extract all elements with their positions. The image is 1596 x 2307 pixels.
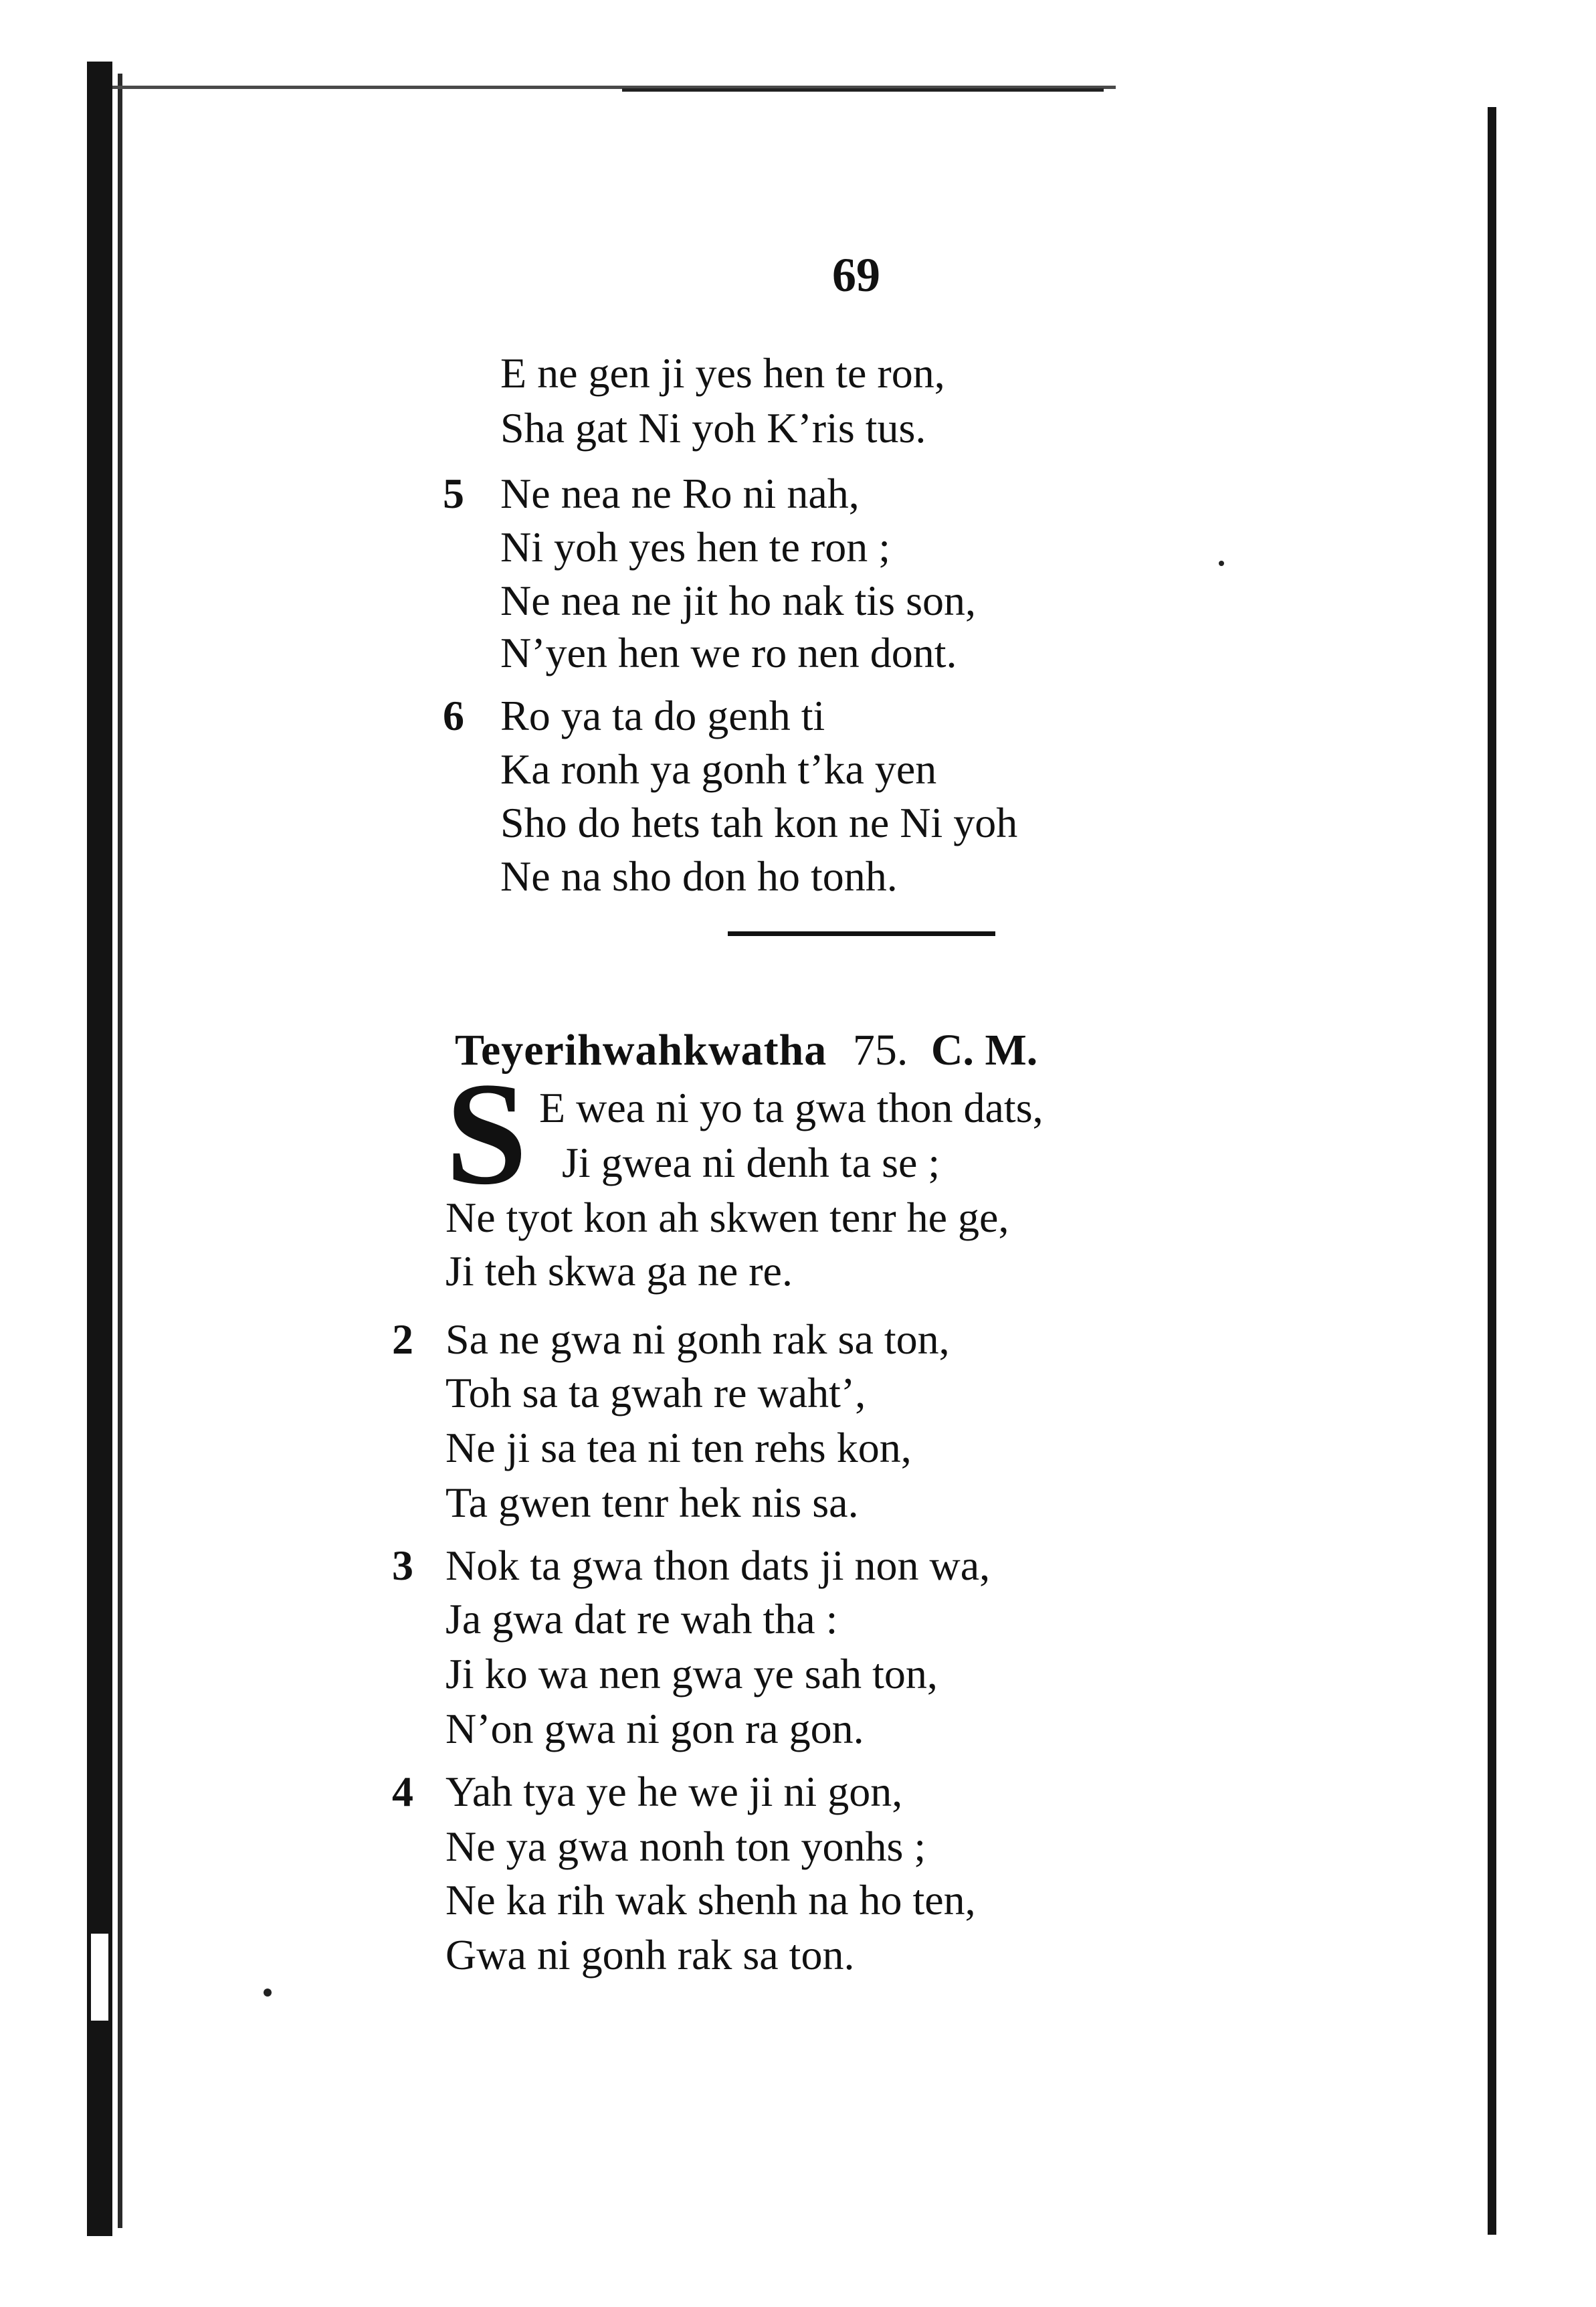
scan-border-gap	[91, 1934, 108, 2021]
verse-line: Ja gwa dat re wah tha :	[445, 1595, 838, 1643]
verse-line: Ne ji sa tea ni ten rehs kon,	[445, 1424, 912, 1471]
verse-line: Toh sa ta gwah re waht’,	[445, 1369, 866, 1416]
verse-line: Sho do hets tah kon ne Ni yoh	[500, 799, 1018, 846]
verse-number: 4	[392, 1768, 413, 1815]
scan-border-top-thick	[622, 88, 1104, 92]
drop-cap: S	[445, 1052, 528, 1215]
ink-speck	[1219, 561, 1224, 566]
verse-line: N’yen hen we ro nen dont.	[500, 629, 957, 676]
verse-line: Ji gwea ni denh ta se ;	[562, 1139, 940, 1186]
verse-number: 5	[443, 470, 464, 517]
hymn-title: Teyerihwahkwatha	[455, 1026, 827, 1075]
verse-line: E wea ni yo ta gwa thon dats,	[539, 1084, 1043, 1131]
verse-line: Ne nea ne Ro ni nah,	[500, 470, 860, 517]
verse-line: Ne ya gwa nonh ton yonhs ;	[445, 1823, 926, 1870]
verse-line: Ji teh skwa ga ne re.	[445, 1247, 793, 1295]
verse-line: Ne na sho don ho tonh.	[500, 852, 898, 900]
verse-line: Ka ronh ya gonh t’ka yen	[500, 745, 937, 793]
verse-line: Ne tyot kon ah skwen tenr he ge,	[445, 1194, 1009, 1241]
page-number: 69	[832, 248, 880, 302]
hymn-metre: C. M.	[930, 1026, 1038, 1075]
verse-line: Sa ne gwa ni gonh rak sa ton,	[445, 1315, 950, 1363]
hymn-heading	[455, 1024, 1037, 1077]
verse-line: Ro ya ta do genh ti	[500, 692, 825, 739]
verse-line: E ne gen ji yes hen te ron,	[500, 349, 945, 397]
scan-border-left-inner	[118, 74, 122, 2228]
verse-line: Ne nea ne jit ho nak tis son,	[500, 577, 976, 624]
scan-border-right	[1488, 107, 1496, 2235]
ink-speck	[264, 1989, 272, 1997]
verse-line: Ne ka rih wak shenh na ho ten,	[445, 1876, 976, 1924]
verse-line: Ta gwen tenr hek nis sa.	[445, 1479, 859, 1526]
verse-line: Ni yoh yes hen te ron ;	[500, 523, 890, 571]
verse-number: 2	[392, 1315, 413, 1363]
verse-line: Ji ko wa nen gwa ye sah ton,	[445, 1650, 938, 1697]
verse-line: Nok ta gwa thon dats ji non wa,	[445, 1542, 991, 1589]
verse-number: 3	[392, 1542, 413, 1589]
section-divider	[728, 931, 995, 936]
verse-line: Yah tya ye he we ji ni gon,	[445, 1768, 903, 1815]
scan-border-left	[87, 62, 112, 2236]
verse-number: 6	[443, 692, 464, 739]
hymn-number: 75.	[852, 1026, 908, 1075]
verse-line: Gwa ni gonh rak sa ton.	[445, 1931, 855, 1978]
verse-line: N’on gwa ni gon ra gon.	[445, 1705, 864, 1752]
verse-line: Sha gat Ni yoh K’ris tus.	[500, 404, 926, 452]
